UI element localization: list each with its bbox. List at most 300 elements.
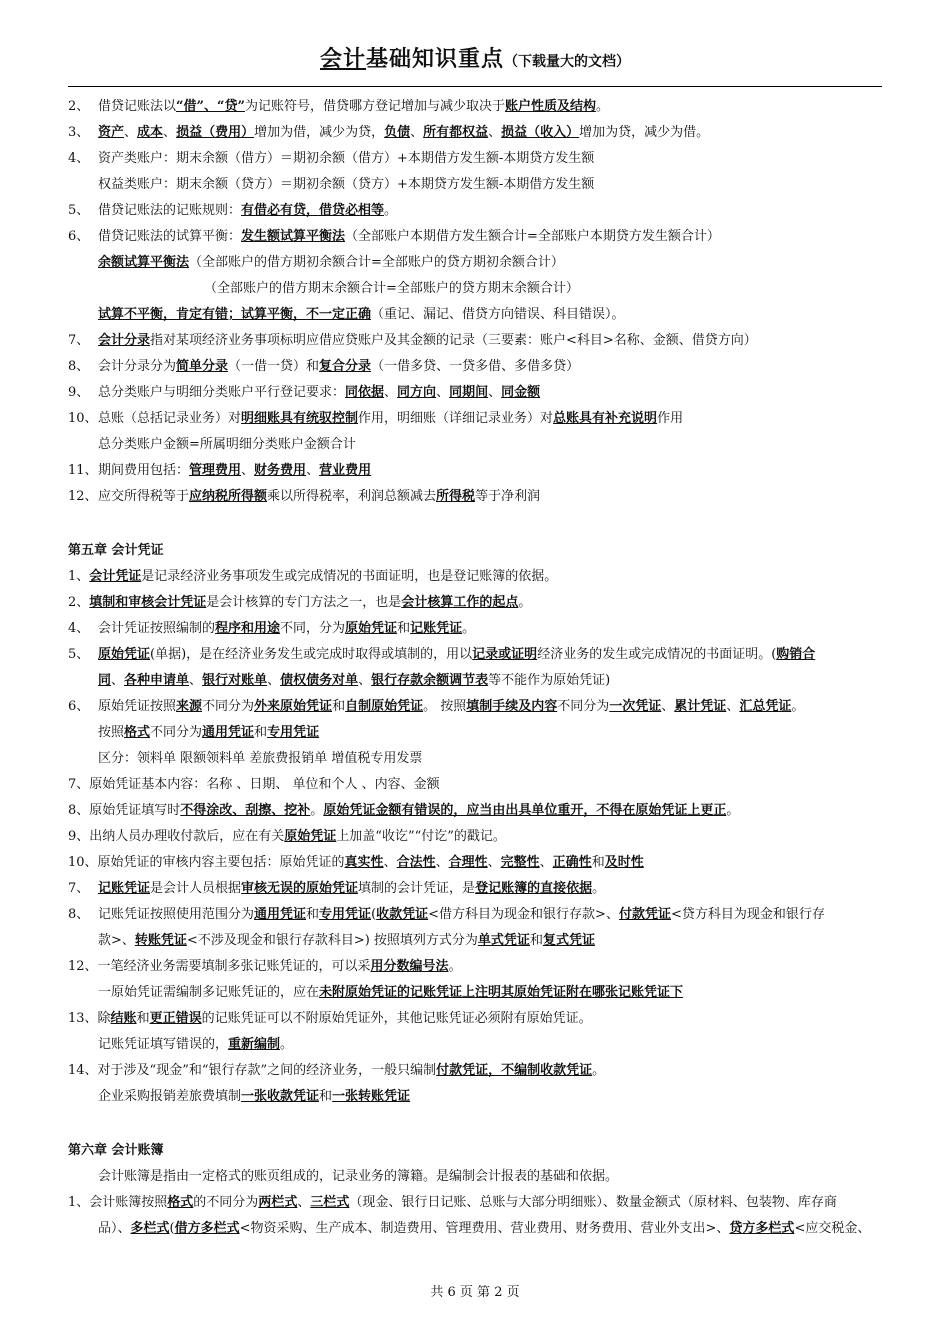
line-text <box>68 824 506 850</box>
key-term: 未附原始凭证的记账凭证上注明其原始凭证附在哪张记账凭证下 <box>319 985 684 1000</box>
text-segment: 。 <box>462 621 476 636</box>
text-segment: 第五章 会计凭证 <box>68 543 164 558</box>
text-line <box>68 146 888 172</box>
key-term: 通用凭证 <box>202 725 255 740</box>
text-segment: 、 <box>383 855 397 870</box>
item-number: 6、 <box>68 229 90 244</box>
key-term: 会计核算工作的起点 <box>401 595 519 610</box>
text-line <box>68 850 888 876</box>
text-line <box>68 432 888 458</box>
chapter-heading <box>68 1138 888 1164</box>
text-segment: 和 <box>529 933 543 948</box>
text-segment: 增加为借，减少为贷， <box>254 125 385 140</box>
text-segment: 和 <box>319 1089 333 1104</box>
key-term: 负债 <box>384 125 411 140</box>
text-segment: 、 <box>435 855 449 870</box>
key-term: 三栏式 <box>310 1195 350 1210</box>
text-segment: 会计分录分为 <box>98 359 177 374</box>
text-line <box>68 876 888 902</box>
key-term: 付款凭证 <box>618 907 671 922</box>
line-text <box>98 94 609 120</box>
text-line <box>68 746 888 772</box>
document-subtitle: （下载量大的文档） <box>504 54 631 70</box>
key-term: 应纳税所得额 <box>189 489 268 504</box>
line-text <box>68 954 462 980</box>
text-segment: 8、原始凭证填写时 <box>68 803 181 818</box>
text-segment: 记账凭证填写错误的， <box>98 1037 229 1052</box>
text-line <box>68 94 888 120</box>
text-segment: ( <box>169 1221 175 1236</box>
text-segment: 乘以所得税率，利润总额减去 <box>267 489 437 504</box>
item-number: 7、 <box>68 881 90 896</box>
text-segment: 2、 <box>68 595 90 610</box>
line-text <box>98 746 422 772</box>
item-number: 7、 <box>68 333 90 348</box>
key-term: 原始凭证金额有错误的，应当由出具单位重开，不得在原始凭证上更正 <box>323 803 727 818</box>
text-line <box>68 954 888 980</box>
line-text <box>98 432 356 458</box>
text-segment: <应交税金、 <box>794 1221 871 1236</box>
text-segment: 资产类账户：期末余额（借方）＝期初余额（借方）+本期借方发生额-本期贷方发生额 <box>98 151 595 166</box>
text-segment: 14、对于涉及“现金”和“银行存款”之间的经济业务，一般只编制 <box>68 1063 437 1078</box>
key-term: 格式 <box>124 725 151 740</box>
text-segment: 1、会计账簿按照 <box>68 1195 168 1210</box>
text-segment: <借方科目为现金和银行存款>、 <box>428 907 619 922</box>
line-text <box>68 850 644 876</box>
text-segment: 。 <box>518 595 532 610</box>
key-term: 资产 <box>98 125 125 140</box>
line-text <box>98 668 610 694</box>
key-term: 管理费用 <box>189 463 242 478</box>
text-segment: 不同分为 <box>202 699 255 714</box>
line-text <box>98 720 319 746</box>
key-term: 复合分录 <box>319 359 372 374</box>
line-text <box>98 328 757 354</box>
line-text <box>98 380 540 406</box>
text-segment: ( <box>371 907 377 922</box>
text-segment: <不涉及现金和银行存款科目>) 按照填列方式分为 <box>186 933 478 948</box>
text-segment: 、 <box>488 125 502 140</box>
line-text <box>68 1058 605 1084</box>
text-line <box>68 1216 888 1242</box>
text-segment: 、 <box>726 699 740 714</box>
text-segment: 填制的会计凭证，是 <box>358 881 476 896</box>
key-term: 同方向 <box>397 385 437 400</box>
key-term: 会计分录 <box>98 333 151 348</box>
line-text <box>68 1138 164 1164</box>
text-segment: （现金、银行日记账、总账与大部分明细账）、数量金额式（原材料、包装物、库存商 <box>349 1195 837 1210</box>
text-segment: 10、原始凭证的审核内容主要包括：原始凭证的 <box>68 855 345 870</box>
key-term: 购销合 <box>776 647 816 662</box>
key-term: 收款凭证 <box>376 907 429 922</box>
text-segment: 、 <box>111 673 125 688</box>
key-term: 银行对账单 <box>202 673 268 688</box>
item-number: 2、 <box>68 99 90 114</box>
text-segment: 、 <box>163 125 177 140</box>
key-term: 用分数编号法 <box>370 959 449 974</box>
text-segment: 区分：领料单 限额领料单 差旅费报销单 增值税专用发票 <box>98 751 423 766</box>
text-segment: 借贷记账法的记账规则： <box>98 203 242 218</box>
text-line <box>68 824 888 850</box>
item-number: 4、 <box>68 621 90 636</box>
text-segment: 和 <box>397 621 411 636</box>
line-text <box>98 484 540 510</box>
line-text <box>98 120 709 146</box>
text-line <box>68 302 888 328</box>
text-segment: 款>、 <box>98 933 135 948</box>
key-term: 重新编制 <box>228 1037 281 1052</box>
text-segment: 记账凭证按照使用范围分为 <box>98 907 255 922</box>
key-term: 登记账簿的直接依据 <box>475 881 593 896</box>
key-term: 填制手续及内容 <box>466 699 558 714</box>
key-term: 原始凭证 <box>98 647 151 662</box>
page-header <box>0 42 950 73</box>
text-segment: 等不能作为原始凭证) <box>488 673 611 688</box>
key-term: 单式凭证 <box>477 933 530 948</box>
line-text <box>98 198 397 224</box>
key-term: 复式凭证 <box>542 933 595 948</box>
text-segment: 是会计核算的专门方法之一，也是 <box>206 595 402 610</box>
item-number: 3、 <box>68 125 90 140</box>
text-segment: 1、 <box>68 569 90 584</box>
text-segment: 上加盖“收讫”“付讫”的戳记。 <box>336 829 506 844</box>
text-line <box>68 172 888 198</box>
item-number: 8、 <box>68 359 90 374</box>
text-segment: （一借一贷）和 <box>228 359 320 374</box>
line-text <box>98 1164 618 1190</box>
text-line <box>68 902 888 928</box>
key-term: 同依据 <box>345 385 385 400</box>
text-segment: （一借多贷、一贷多借、多借多贷） <box>371 359 580 374</box>
item-number: 10、 <box>68 411 98 426</box>
text-line <box>68 980 888 1006</box>
text-segment: 。 <box>592 881 606 896</box>
key-term: 借方多栏式 <box>174 1221 240 1236</box>
line-text <box>68 590 531 616</box>
key-term: 总账具有补充说明 <box>553 411 658 426</box>
text-segment: 。 <box>310 803 324 818</box>
line-text <box>98 354 579 380</box>
item-number: 9、 <box>68 385 90 400</box>
key-term: 真实性 <box>344 855 384 870</box>
key-term: 累计凭证 <box>674 699 727 714</box>
line-text <box>98 928 595 954</box>
line-text <box>98 458 371 484</box>
text-line <box>68 772 888 798</box>
line-text <box>68 564 557 590</box>
key-term: 两栏式 <box>258 1195 298 1210</box>
text-segment: 原始凭证按照 <box>98 699 177 714</box>
text-line <box>68 484 888 510</box>
key-term: 多栏式 <box>130 1221 170 1236</box>
text-line <box>68 1084 888 1110</box>
text-line <box>68 406 888 432</box>
key-term: 同金额 <box>501 385 541 400</box>
line-text <box>68 798 739 824</box>
text-segment: 期间费用包括： <box>98 463 190 478</box>
text-line <box>68 1006 888 1032</box>
item-number: 6、 <box>68 699 90 714</box>
text-segment: 不同分为 <box>557 699 610 714</box>
text-line <box>68 928 888 954</box>
key-term: 有借必有贷，借贷必相等 <box>241 203 385 218</box>
text-line <box>68 1032 888 1058</box>
line-text <box>204 276 579 302</box>
key-term: 专用凭证 <box>267 725 320 740</box>
text-segment: 、 <box>661 699 675 714</box>
text-segment: （全部账户本期借方发生额合计=全部账户本期贷方发生额合计） <box>345 229 720 244</box>
text-segment: 应交所得税等于 <box>98 489 190 504</box>
line-text <box>98 250 564 276</box>
text-line <box>68 642 888 668</box>
document-body <box>68 94 888 1242</box>
text-segment: 借贷记账法以 <box>98 99 177 114</box>
text-segment: 不同，分为 <box>280 621 346 636</box>
line-text <box>68 538 164 564</box>
text-segment: 总分类账户与明细分类账户平行登记要求： <box>98 385 346 400</box>
text-segment: 、 <box>124 125 138 140</box>
key-term: 债权债务对单 <box>280 673 359 688</box>
text-segment: 、 <box>358 673 372 688</box>
text-line <box>68 354 888 380</box>
text-segment: 一原始凭证需编制多记账凭证的，应在 <box>98 985 320 1000</box>
text-segment: 、 <box>306 463 320 478</box>
key-term: 一张转账凭证 <box>332 1089 411 1104</box>
text-segment: 权益类账户：期末余额（贷方）＝期初余额（贷方）+本期贷方发生额-本期借方发生额 <box>98 177 595 192</box>
item-number: 5、 <box>68 203 90 218</box>
text-segment: 第六章 会计账簿 <box>68 1143 164 1158</box>
key-term: 自制原始凭证 <box>345 699 424 714</box>
line-text <box>98 642 815 668</box>
line-text <box>98 224 720 250</box>
text-segment: 。 <box>448 959 462 974</box>
text-line <box>68 380 888 406</box>
text-segment: 、 <box>488 385 502 400</box>
text-segment: 。 <box>592 1063 606 1078</box>
text-segment: 为记账符号，借贷哪方登记增加与减少取决于 <box>244 99 505 114</box>
line-text <box>98 902 825 928</box>
line-text <box>98 980 683 1006</box>
text-segment: （重记、漏记、借贷方向错误、科目错误）。 <box>371 307 625 322</box>
text-segment: 。 <box>280 1037 294 1052</box>
text-line <box>68 694 888 720</box>
text-segment: 和 <box>136 1011 150 1026</box>
line-text <box>98 146 594 172</box>
title-underlined-part: 会计 <box>319 46 366 72</box>
text-line <box>68 616 888 642</box>
key-term: 结账 <box>110 1011 137 1026</box>
key-term: 专用凭证 <box>319 907 372 922</box>
key-term: 付款凭证，不编制收款凭证 <box>436 1063 593 1078</box>
text-segment: 是会计人员根据 <box>150 881 242 896</box>
text-line <box>68 1164 888 1190</box>
key-term: 合理性 <box>448 855 488 870</box>
key-term: 财务费用 <box>254 463 307 478</box>
text-segment: 、 <box>487 855 501 870</box>
text-segment: 12、一笔经济业务需要填制多张记账凭证的，可以采 <box>68 959 371 974</box>
text-segment: 增加为贷，减少为借。 <box>579 125 710 140</box>
text-segment: 、 <box>241 463 255 478</box>
text-line <box>68 564 888 590</box>
text-segment: 。 <box>791 699 805 714</box>
text-segment: 、 <box>189 673 203 688</box>
key-term: 会计凭证 <box>89 569 142 584</box>
key-term: 原始凭证 <box>284 829 337 844</box>
line-text <box>98 616 475 642</box>
text-line <box>68 328 888 354</box>
text-line <box>68 668 888 694</box>
text-segment: 和 <box>591 855 605 870</box>
key-term: 通用凭证 <box>254 907 307 922</box>
text-segment: 企业采购报销差旅费填制 <box>98 1089 242 1104</box>
text-line <box>68 458 888 484</box>
key-term: 账户性质及结构 <box>504 99 596 114</box>
key-term: 不得涂改、刮擦、挖补 <box>180 803 311 818</box>
text-segment: 7、原始凭证基本内容：名称 、日期、 单位和个人 、内容、金额 <box>68 777 440 792</box>
text-line <box>68 798 888 824</box>
key-term: 正确性 <box>552 855 592 870</box>
text-segment: 的记账凭证可以不附原始凭证外，其他记账凭证必须附有原始凭证。 <box>201 1011 592 1026</box>
text-segment: <物资采购、生产成本、制造费用、管理费用、营业费用、财务费用、营业外支出>、 <box>239 1221 730 1236</box>
line-text <box>98 1084 410 1110</box>
key-term: 审核无误的原始凭证 <box>241 881 359 896</box>
key-term: 原始凭证 <box>345 621 398 636</box>
line-text <box>98 406 683 432</box>
key-term: “借”、“贷” <box>176 99 245 114</box>
text-segment: <贷方科目为现金和银行存 <box>670 907 825 922</box>
key-term: 记账凭证 <box>98 881 151 896</box>
key-term: 转账凭证 <box>134 933 187 948</box>
chapter-heading <box>68 538 888 564</box>
text-segment: 、 <box>410 125 424 140</box>
text-segment: 总账（总括记录业务）对 <box>98 411 242 426</box>
item-number: 11、 <box>68 463 98 478</box>
key-term: 发生额试算平衡法 <box>241 229 346 244</box>
key-term: 明细账具有统驭控制 <box>241 411 359 426</box>
text-line <box>68 276 888 302</box>
key-term: 损益（收入） <box>501 125 580 140</box>
title-main-part: 基础知识重点 <box>366 46 505 72</box>
key-term: 外来原始凭证 <box>254 699 333 714</box>
line-text <box>68 1006 592 1032</box>
text-segment: 和 <box>332 699 346 714</box>
text-segment: 的不同分为 <box>193 1195 259 1210</box>
key-term: 试算不平衡，肯定有错；试算平衡，不一定正确 <box>98 307 372 322</box>
key-term: 填制和审核会计凭证 <box>89 595 207 610</box>
text-segment: 和 <box>254 725 268 740</box>
key-term: 余额试算平衡法 <box>98 255 190 270</box>
key-term: 贷方多栏式 <box>729 1221 795 1236</box>
key-term: 完整性 <box>500 855 540 870</box>
key-term: 成本 <box>137 125 164 140</box>
key-term: 格式 <box>167 1195 194 1210</box>
text-line <box>68 590 888 616</box>
text-line <box>68 198 888 224</box>
text-segment: 、 <box>297 1195 311 1210</box>
key-term: 同 <box>98 673 112 688</box>
text-segment: 作用 <box>657 411 684 426</box>
text-segment: 作用，明细账（详细记录业务）对 <box>358 411 554 426</box>
key-term: 所有都权益 <box>423 125 489 140</box>
text-segment: （全部账户的借方期初余额合计=全部账户的贷方期初余额合计） <box>189 255 564 270</box>
item-number: 5、 <box>68 647 90 662</box>
key-term: 更正错误 <box>149 1011 202 1026</box>
text-segment: 经济业务的发生或完成情况的书面证明。( <box>537 647 777 662</box>
text-segment: 和 <box>306 907 320 922</box>
text-segment: 总分类账户金额=所属明细分类账户金额合计 <box>98 437 356 452</box>
text-line <box>68 250 888 276</box>
line-text <box>98 876 605 902</box>
text-line <box>68 1190 888 1216</box>
text-line <box>68 720 888 746</box>
text-segment: 。 按照 <box>423 699 467 714</box>
key-term: 记账凭证 <box>410 621 463 636</box>
text-segment: 会计账簿是指由一定格式的账页组成的，记录业务的簿籍。是编制会计报表的基础和依据。 <box>98 1169 619 1184</box>
line-text <box>98 1032 293 1058</box>
text-segment: 、 <box>436 385 450 400</box>
text-segment: 13、除 <box>68 1011 111 1026</box>
item-number: 8、 <box>68 907 90 922</box>
text-segment: 。 <box>726 803 740 818</box>
text-segment: 。 <box>595 99 609 114</box>
key-term: 程序和用途 <box>215 621 281 636</box>
text-segment: 品）、 <box>98 1221 131 1236</box>
text-segment: 9、出纳人员办理收付款后，应在有关 <box>68 829 285 844</box>
key-term: 简单分录 <box>176 359 229 374</box>
key-term: 银行存款余额调节表 <box>371 673 489 688</box>
key-term: 记录或证明 <box>472 647 538 662</box>
key-term: 及时性 <box>604 855 644 870</box>
key-term: 来源 <box>176 699 203 714</box>
text-segment: 、 <box>267 673 281 688</box>
text-segment: 、 <box>539 855 553 870</box>
text-segment: (单据)，是在经济业务发生或完成时取得或填制的，用以 <box>150 647 473 662</box>
line-text <box>98 302 625 328</box>
text-segment: 按照 <box>98 725 125 740</box>
item-number: 4、 <box>68 151 90 166</box>
text-segment: 是记录经济业务事项发生或完成情况的书面证明，也是登记账簿的依据。 <box>141 569 558 584</box>
key-term: 同期间 <box>449 385 489 400</box>
key-term: 汇总凭证 <box>739 699 792 714</box>
key-term: 损益（费用） <box>176 125 255 140</box>
text-segment: 、 <box>384 385 398 400</box>
text-segment: 会计凭证按照编制的 <box>98 621 216 636</box>
key-term: 一次凭证 <box>609 699 662 714</box>
key-term: 各种申请单 <box>124 673 190 688</box>
document-title <box>320 46 504 72</box>
text-segment: 。 <box>384 203 398 218</box>
text-segment: 等于净利润 <box>475 489 541 504</box>
line-text <box>98 172 594 198</box>
page-footer: 共 6 页 第 2 页 <box>430 1285 520 1300</box>
item-number: 12、 <box>68 489 98 504</box>
text-line <box>68 224 888 250</box>
line-text <box>68 772 440 798</box>
text-segment: （全部账户的借方期末余额合计=全部账户的贷方期末余额合计） <box>204 281 579 296</box>
text-segment: 不同分为 <box>150 725 203 740</box>
line-text <box>68 1190 837 1216</box>
key-term: 一张收款凭证 <box>241 1089 320 1104</box>
key-term: 营业费用 <box>319 463 372 478</box>
line-text <box>98 1216 870 1242</box>
line-text <box>98 694 804 720</box>
key-term: 合法性 <box>396 855 436 870</box>
text-line <box>68 1058 888 1084</box>
text-segment: 指对某项经济业务事项标明应借应贷账户及其金额的记录（三要素：账户<科目>名称、金额、借贷方向） <box>150 333 757 348</box>
text-line <box>68 120 888 146</box>
key-term: 所得税 <box>436 489 476 504</box>
header-divider <box>68 86 882 87</box>
